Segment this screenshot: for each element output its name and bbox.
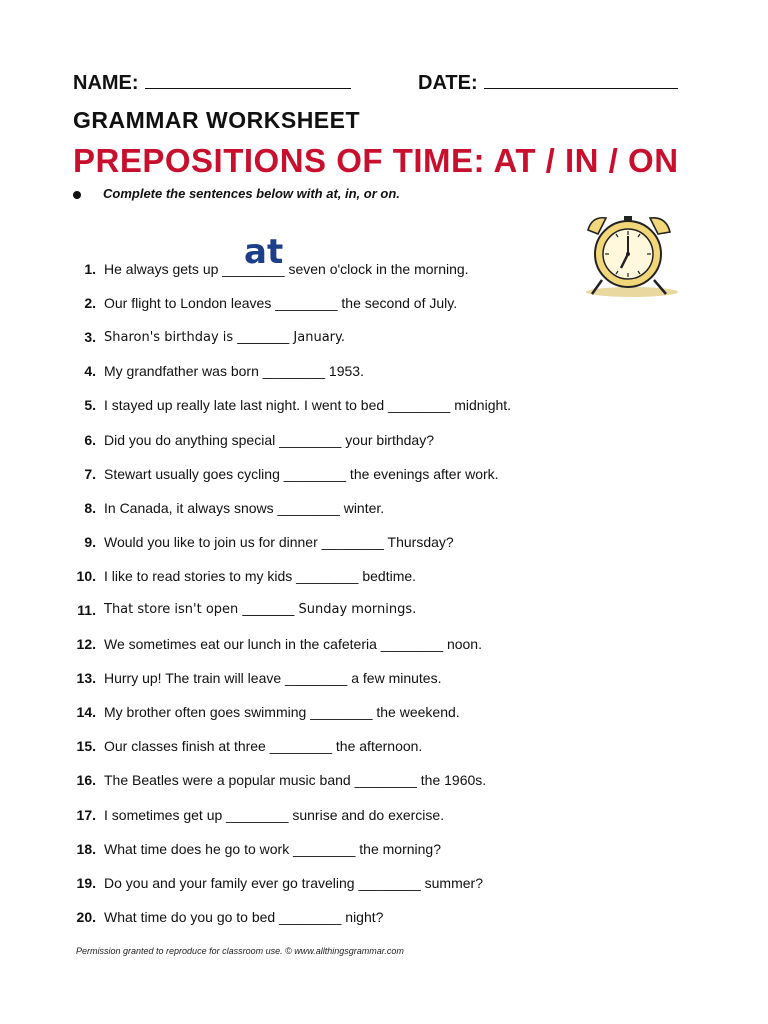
question-text: What time do you go to bed ________ night? bbox=[104, 908, 384, 925]
question-text: Did you do anything special ________ your birthday? bbox=[104, 431, 435, 448]
question-text: Do you and your family ever go traveling ________ summer? bbox=[104, 874, 483, 891]
question-text: That store isn't open ________ Sunday mornings. bbox=[104, 602, 417, 618]
instruction-text: Complete the sentences below with at, in, or on. bbox=[103, 186, 400, 201]
question-text: Our classes finish at three ________ the afternoon. bbox=[104, 738, 423, 755]
question-row-15 bbox=[60, 729, 700, 763]
question-row-4 bbox=[60, 354, 700, 388]
question-text: Would you like to join us for dinner ________ Thursday? bbox=[104, 533, 454, 550]
question-row-12 bbox=[60, 627, 700, 661]
question-number: 12. bbox=[76, 636, 96, 653]
question-number: 9. bbox=[84, 533, 96, 550]
question-text: The Beatles were a popular music band ________ the 1960s. bbox=[104, 772, 487, 789]
date-blank-line[interactable] bbox=[484, 70, 678, 89]
question-number: 14. bbox=[76, 704, 96, 721]
question-row-20 bbox=[60, 900, 700, 934]
question-row-5 bbox=[60, 388, 700, 422]
question-number: 5. bbox=[84, 397, 96, 414]
question-row-17 bbox=[60, 798, 700, 832]
question-number: 15. bbox=[76, 738, 96, 755]
question-number: 17. bbox=[76, 806, 96, 823]
question-text: Our flight to London leaves ________ the second of July. bbox=[104, 295, 458, 312]
question-text: I like to read stories to my kids ________ bedtime. bbox=[104, 567, 417, 584]
question-row-1 bbox=[60, 252, 700, 286]
name-field bbox=[73, 70, 351, 95]
question-row-16 bbox=[60, 763, 700, 797]
question-text: My grandfather was born ________ 1953. bbox=[104, 363, 364, 380]
instruction bbox=[73, 186, 400, 201]
question-row-3 bbox=[60, 320, 700, 354]
question-row-18 bbox=[60, 832, 700, 866]
question-row-8 bbox=[60, 491, 700, 525]
question-number: 2. bbox=[84, 295, 96, 312]
question-text: What time does he go to work ________ the morning? bbox=[104, 840, 441, 857]
question-row-19 bbox=[60, 866, 700, 900]
question-number: 7. bbox=[84, 465, 96, 482]
name-blank-line[interactable] bbox=[145, 70, 351, 89]
worksheet-title: PREPOSITIONS OF TIME: AT / IN / ON bbox=[73, 142, 679, 179]
question-number: 6. bbox=[84, 431, 96, 448]
question-number: 11. bbox=[77, 601, 96, 618]
bullet-icon bbox=[73, 191, 81, 199]
question-row-11 bbox=[60, 593, 700, 627]
question-text: We sometimes eat our lunch in the cafeteria ________ noon. bbox=[104, 636, 482, 653]
question-number: 19. bbox=[76, 874, 96, 891]
question-list bbox=[60, 252, 700, 934]
question-row-14 bbox=[60, 695, 700, 729]
question-number: 8. bbox=[84, 499, 96, 516]
header-fields bbox=[73, 70, 703, 98]
question-number: 16. bbox=[76, 772, 96, 789]
question-number: 18. bbox=[76, 840, 96, 857]
question-text: I stayed up really late last night. I went to bed ________ midnight. bbox=[104, 397, 512, 414]
question-row-6 bbox=[60, 422, 700, 456]
date-label: DATE: bbox=[418, 72, 478, 94]
question-number: 10. bbox=[76, 567, 96, 584]
question-number: 20. bbox=[76, 908, 96, 925]
question-text: Stewart usually goes cycling ________ the evenings after work. bbox=[104, 465, 499, 482]
question-text: Hurry up! The train will leave ________ a few minutes. bbox=[104, 670, 442, 687]
question-row-9 bbox=[60, 525, 700, 559]
question-text: I sometimes get up ________ sunrise and do exercise. bbox=[104, 806, 445, 823]
footer-permission: Permission granted to reproduce for classroom use. © www.allthingsgrammar.com bbox=[76, 946, 404, 956]
date-field bbox=[418, 70, 678, 95]
question-number: 13. bbox=[76, 670, 96, 687]
question-number: 4. bbox=[84, 363, 96, 380]
worksheet-subtitle: GRAMMAR WORKSHEET bbox=[73, 107, 361, 133]
question-text: My brother often goes swimming ________ the weekend. bbox=[104, 704, 460, 721]
example-answer: at bbox=[244, 232, 284, 272]
question-row-7 bbox=[60, 457, 700, 491]
question-row-10 bbox=[60, 559, 700, 593]
question-text: Sharon's birthday is ________ January. bbox=[104, 329, 345, 345]
question-number: 1. bbox=[84, 261, 96, 278]
question-row-13 bbox=[60, 661, 700, 695]
name-label: NAME: bbox=[73, 72, 139, 94]
question-row-2 bbox=[60, 286, 700, 320]
question-text: He always gets up ________ seven o'clock in the morning. bbox=[104, 261, 469, 278]
question-number: 3. bbox=[84, 329, 96, 346]
question-text: In Canada, it always snows ________ winter. bbox=[104, 499, 385, 516]
